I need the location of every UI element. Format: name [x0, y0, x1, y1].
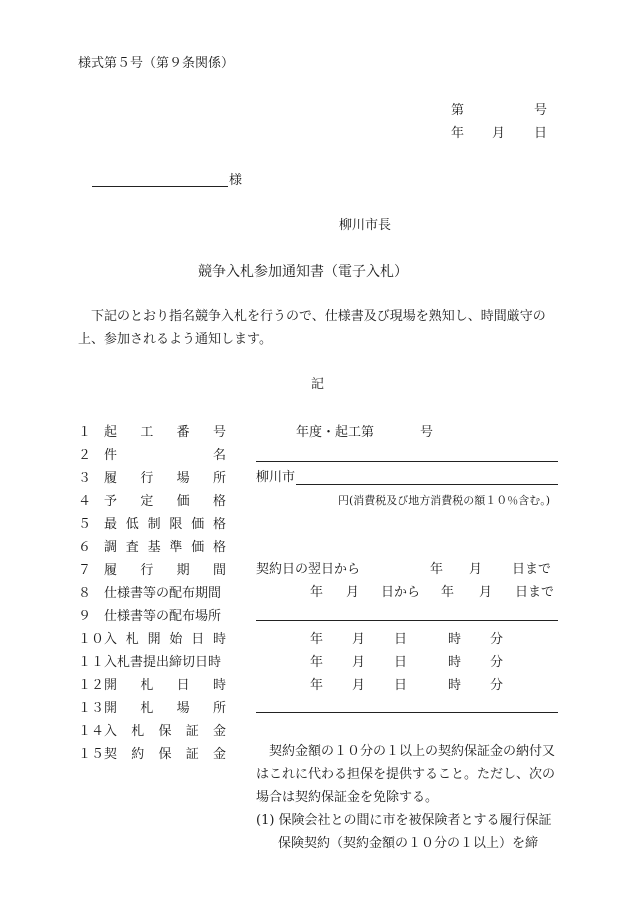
item1-value-b: 号 [420, 425, 434, 440]
item-number: １１ [78, 655, 105, 670]
item-number: １０ [78, 632, 105, 647]
item-label-char: 調 [104, 540, 118, 555]
item15-clause-1: (1) 保険会社との間に市を被保険者とする履行保証保険契約（契約金額の１０分の１以上）を締 [256, 813, 552, 851]
item-label-char: 証 [185, 724, 199, 739]
item-row [78, 494, 226, 510]
item-number: １４ [78, 724, 105, 739]
item-label-char: 入 [104, 632, 118, 647]
item13-line [256, 712, 558, 713]
item10-unit: 分 [490, 632, 504, 647]
item8-nen2: 年 [441, 585, 455, 600]
item-label-char: 場 [176, 701, 190, 716]
item-label-char: 格 [212, 540, 226, 555]
item11-unit: 月 [352, 655, 366, 670]
item-label-char: 開 [104, 678, 118, 693]
item-row [78, 471, 226, 487]
item-label-char: 金 [212, 747, 226, 762]
item-label-char: 期 [176, 563, 190, 578]
item12-unit: 時 [448, 678, 462, 693]
item-label-char: 低 [125, 517, 139, 532]
item-label-char: 号 [212, 425, 226, 440]
item9-line [256, 620, 558, 621]
document-title: 競争入札参加通知書（電子入札） [198, 264, 408, 280]
item-label-char: 査 [125, 540, 139, 555]
item11-unit: 分 [490, 655, 504, 670]
item11-unit: 日 [394, 655, 408, 670]
item-label-char: 札 [140, 678, 154, 693]
item-label [104, 678, 226, 694]
item-label-char: 価 [191, 540, 205, 555]
item-row [78, 609, 226, 625]
item-label [104, 724, 226, 740]
item-number: ６ [78, 540, 92, 555]
item-row [78, 586, 226, 602]
item-label-char: 約 [131, 747, 145, 762]
item2-line [256, 461, 558, 462]
item15-paragraph: 契約金額の１０分の１以上の契約保証金の納付又はこれに代わる担保を提供すること。ただし、次の場合は契約保証金を免除する。 [256, 744, 556, 805]
item12-unit: 分 [490, 678, 504, 693]
item-label [104, 448, 226, 464]
item1-value-a: 年度・起工第 [296, 425, 375, 440]
item-label-char: 名 [212, 448, 226, 463]
item-label-char: 契 [104, 747, 118, 762]
item-row [78, 448, 226, 464]
item-row [78, 678, 226, 694]
item-label: 仕様書等の配布場所 [104, 609, 222, 624]
item12-unit: 年 [310, 678, 324, 693]
item12-unit: 日 [394, 678, 408, 693]
item10-unit: 月 [352, 632, 366, 647]
item-number: １ [78, 425, 92, 440]
item-row [78, 563, 226, 579]
ref-dai: 第 [451, 103, 465, 118]
item-label [104, 517, 226, 533]
item-label [104, 563, 226, 579]
item-label-char: 制 [147, 517, 161, 532]
item-label [104, 425, 226, 441]
item-number: １３ [78, 701, 105, 716]
item-row [78, 747, 226, 763]
item-row [78, 724, 226, 740]
item-label-char: 起 [104, 425, 118, 440]
item-label-char: 工 [140, 425, 154, 440]
item15-conditions [256, 740, 558, 855]
item-label-char: 基 [147, 540, 161, 555]
recipient-suffix: 様 [229, 173, 243, 188]
item-label-char: 価 [176, 494, 190, 509]
item-row [78, 701, 226, 717]
item11-unit: 時 [448, 655, 462, 670]
item-label-char: 時 [212, 678, 226, 693]
item-label [104, 494, 226, 510]
item-number: ４ [78, 494, 92, 509]
ref-tsuki: 月 [492, 126, 506, 141]
item-row [78, 425, 226, 441]
item-row [78, 655, 226, 671]
ki-heading: 記 [311, 377, 325, 392]
item7-nen: 年 [430, 562, 444, 577]
item-label-char: 札 [131, 724, 145, 739]
item-label [104, 632, 226, 648]
item-number: ３ [78, 471, 92, 486]
item-label-char: 札 [125, 632, 139, 647]
item10-unit: 年 [310, 632, 324, 647]
item-label [104, 540, 226, 556]
item-label [104, 747, 226, 763]
item-label-char: 始 [169, 632, 183, 647]
item-label: 仕様書等の配布期間 [104, 586, 222, 601]
item-label-char: 時 [212, 632, 226, 647]
recipient-name-line [92, 186, 228, 187]
item-label-char: 保 [158, 724, 172, 739]
item-label-char: 所 [212, 701, 226, 716]
item10-unit: 日 [394, 632, 408, 647]
item-label-char: 定 [140, 494, 154, 509]
item-label-char: 行 [140, 563, 154, 578]
item8-nen1: 年 [310, 585, 324, 600]
item-label-char: 場 [176, 471, 190, 486]
item-label-char: 開 [147, 632, 161, 647]
item-row [78, 540, 226, 556]
item-label-char: 履 [104, 471, 118, 486]
item8-kara: 日から [381, 585, 421, 600]
item-label: 入札書提出締切日時 [104, 655, 222, 670]
item10-unit: 時 [448, 632, 462, 647]
item-label-char: 価 [191, 517, 205, 532]
item-label [104, 471, 226, 487]
item-label-char: 開 [104, 701, 118, 716]
item-label [104, 701, 226, 717]
item-number: ９ [78, 609, 92, 624]
item-number: １２ [78, 678, 105, 693]
item3-prefix: 柳川市 [256, 470, 296, 485]
item-label-char: 札 [140, 701, 154, 716]
item-label-char: 番 [176, 425, 190, 440]
item-label-char: 予 [104, 494, 118, 509]
ref-go: 号 [534, 103, 548, 118]
item-label-char: 金 [212, 724, 226, 739]
item-label-char: 行 [140, 471, 154, 486]
item12-unit: 月 [352, 678, 366, 693]
item-label-char: 日 [191, 632, 205, 647]
item-number: ２ [78, 448, 92, 463]
item-number: ５ [78, 517, 92, 532]
item-label-char: 限 [169, 517, 183, 532]
item-label-char: 準 [169, 540, 183, 555]
item-number: ８ [78, 586, 92, 601]
item-label-char: 所 [212, 471, 226, 486]
item8-made: 日まで [515, 585, 555, 600]
item-label-char: 格 [212, 494, 226, 509]
item-number: ７ [78, 563, 92, 578]
item-label-char: 件 [104, 448, 118, 463]
form-number: 様式第５号（第９条関係） [78, 56, 235, 71]
item-label-char: 間 [212, 563, 226, 578]
item8-tsuki2: 月 [479, 585, 493, 600]
item7-made: 日まで [512, 562, 552, 577]
item-label-char: 格 [212, 517, 226, 532]
item11-unit: 年 [310, 655, 324, 670]
item-label-char: 履 [104, 563, 118, 578]
item-label-char: 保 [158, 747, 172, 762]
ref-nen: 年 [451, 126, 465, 141]
item-label-char: 最 [104, 517, 118, 532]
item-label-char: 入 [104, 724, 118, 739]
body-text: 下記のとおり指名競争入札を行うので、仕様書及び現場を熟知し、時間厳守の上、参加されるよう通知します。 [78, 309, 546, 347]
item-row [78, 632, 226, 648]
item-label-char: 証 [185, 747, 199, 762]
item8-tsuki1: 月 [346, 585, 360, 600]
item3-line [296, 484, 558, 485]
ref-hi: 日 [534, 126, 548, 141]
item4-text: 円(消費税及び地方消費税の額１０％含む。) [338, 494, 551, 507]
item7-prefix: 契約日の翌日から [256, 562, 361, 577]
sender: 柳川市長 [339, 218, 392, 233]
item-row [78, 517, 226, 533]
item-number: １５ [78, 747, 105, 762]
item7-tsuki: 月 [469, 562, 483, 577]
item-label-char: 日 [176, 678, 190, 693]
